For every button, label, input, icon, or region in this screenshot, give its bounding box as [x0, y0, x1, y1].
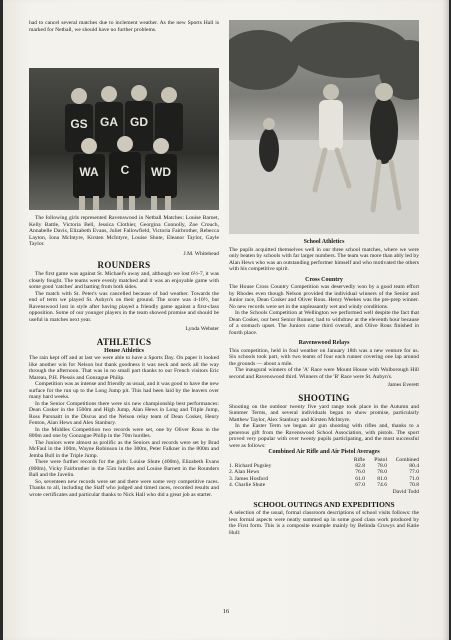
athletics-paragraph-3: In the Senior Competitions there were six new championship best performances: Dean Cosker in the 1500m and High Jump, Alan Hews in Long and Triple Jump, Ross Pursnaitt in the Discus and the Nelson relay team of Dean Cosker, Henry Fenton, Alan Hews and Alex Stanbury.: [29, 400, 219, 426]
results-cell: 3. James Hosford: [229, 475, 268, 482]
bib-gd: GD: [130, 115, 148, 129]
intro-paragraph: had to cancel several matches due to inclement weather. As the new Sports Hall is marked for Netball, we should have no further problems.: [29, 20, 219, 33]
athletics-heading: ATHLETICS: [96, 336, 152, 347]
left-column-lower: [29, 215, 219, 498]
results-cell: 78.0: [377, 462, 387, 469]
outings-paragraph: A selection of the usual, formal classroom descriptions of school visits follows: the less formal aspects were neatly summed up in some good class work produced by the First form. This is a composite example mainly by Belinda Cruwys and Katie Hull:: [229, 510, 419, 536]
results-cell: 80.4: [409, 462, 419, 469]
shooting-paragraph-2: In the Easter Term we began air gun shooting with rifles and, thanks to a generous gift from the Ravenswood School Association, with pistols. The sport proved very popular with over twenty pupils participating, and the most successful were as follows:: [229, 423, 419, 449]
results-cell: 77.0: [409, 469, 419, 476]
results-cell: 78.0: [377, 469, 387, 476]
results-header-cell: Pistol: [374, 456, 387, 463]
shooting-results-table: [229, 457, 419, 489]
cross-country-paragraph-1: The House Cross Country Competition was deservedly won by a good team effort by Rhodes even though Nelson provided the individual winners of the Senior and Junior race, Dean Cosker and Oliver Rous. Henry Weekes was the pre-prep winner. No new records were set in the unpleasantly wet and windy conditions.: [229, 284, 419, 310]
netball-team-photo: [29, 68, 219, 210]
shooting-paragraph-1: Shooting on the outdoor twenty five yard range took place in the Autumn and Summer Terms, and several individuals began to show promise, particularly Matthew Taylor, Alex Stanbury and Kirsten McIntyre.: [229, 403, 419, 423]
results-cell: 4. Charlie Shute: [229, 482, 266, 489]
athletics-paragraph-2: Competition was as intense and friendly as usual, and it was good to have the new surface for the run up to the Long Jump pit. This had been laid by the leavers over many hard weeks.: [29, 381, 219, 400]
athletics-paragraph-1: The rain kept off and at last we were able to have a Sports Day. On paper it looked like another win for Nelson but thank goodness it was neck and neck all the way through the afternoon. That was in no small part thanks to our French visitors Eric Mareau, P.H. Plessis and Gonzague Philip.: [29, 355, 219, 381]
document-page: [3, 0, 449, 640]
relays-paragraph-1: This competition, held in foul weather on January 18th was a new venture for us. Six schools took part, with two teams of four each runner covering one lap around the grounds — about a mile.: [229, 347, 419, 367]
results-cell: 81.0: [377, 475, 387, 482]
netball-caption: The following girls represented Ravenswood in Netball Matches: Louise Barnet, Kelly Battle, Victoria Bell, Jessica Clothier, Georgina Connolly, Zoe Crouch, Annabelle Davis, Elizabeth Evans, Juliet Fallowfield, Victoria Fairbrother, Rebecca Layton, Iona McIntyre, Kirsten McIntyre, Louise Shute, Eleanor Taylor, Gayle Taylor.: [29, 215, 219, 247]
athletics-paragraph-7: So, seventeen new records were set and there were some very competitive races. Thanks to all, including the Staff who judged and timed races, recorded results and wrote certificates and particular thanks to Nick Hall who did a great job as starter.: [29, 478, 219, 498]
results-cell: 76.0: [355, 469, 365, 476]
house-athletics-subheading: House Athletics: [104, 347, 144, 354]
results-header-cell: Rifle: [353, 456, 365, 463]
results-cell: 71.0: [409, 475, 419, 482]
results-cell: 67.0: [355, 482, 365, 489]
results-cell: 74.6: [377, 482, 387, 489]
left-column: [29, 20, 219, 33]
results-cell: 61.0: [355, 475, 365, 482]
athletics-paragraph-6: There were further records for the girls: Louise Shute (400m), Elizabeth Evans (800m), Vicky Fairbrother in the 55m hurdles and Louise Barnett in the Rounders Ball and the Javelin.: [29, 459, 219, 478]
bib-c: C: [120, 163, 130, 177]
rounders-signature: Lynda Webster: [185, 326, 219, 332]
bib-wa-front: WA: [79, 165, 99, 179]
relays-subheading: Ravenswood Relays: [298, 340, 350, 346]
relays-paragraph-2: The inaugural winners of the 'A' Race were Mount House with Wolborough Hill second and Ravenswood third. Winners of the 'B' Race were St. Aubyn's.: [229, 367, 419, 380]
athletics-paragraph-4: In the Middles Competition two records were set, one by Oliver Rous in the 800m and one by Gonzague Philip in the 70m hurdles.: [29, 426, 219, 439]
athletics-paragraph-5: The Juniors were almost as prolific as the Seniors and records were set by Brad McFaul in the 100m, Wayne Robinson in the 300m, Peter Falkner in the 800m and Jemba Bull in the Triple Jump.: [29, 439, 219, 459]
rounders-heading: ROUNDERS: [97, 260, 151, 270]
results-title: Combined Air Rifle and Air Pistol Averages: [268, 449, 380, 455]
school-athletics-subheading: School Athletics: [303, 239, 345, 245]
bib-wd: WD: [151, 165, 171, 179]
outings-heading: SCHOOL OUTINGS AND EXPEDITIONS: [253, 500, 395, 510]
cross-country-paragraph-2: In the Schools Competition at Wellington we performed well despite the fact that Dean Cosker, our best Senior Runner, had to withdraw at the eleventh hour because of a stomach upset. The Juniors came third overall, and Olive Rous finished in fourth place.: [229, 310, 419, 336]
cross-country-subheading: Cross Country: [305, 276, 343, 283]
rounders-paragraph-2: The match with St. Peter's was cancelled because of bad weather. Towards the end of term we played St. Aubyn's on their ground. The score was 4-10½, but Ravenswood lost in style after having played a friendly game against a first-class opposition. Some of our younger players in the team showed promise and should be useful in matches next year.: [29, 290, 219, 323]
results-cell: 1. Richard Pugsley: [229, 462, 272, 469]
rounders-paragraph-1: The first game was against St. Michael's away and, although we lost 6½-7, it was closely fought. The teams were evenly matched and it was an enjoyable game with some good 'catches' and batting from both sides.: [29, 271, 219, 290]
results-cell: 82.8: [355, 462, 365, 469]
results-header-cell: Combined: [395, 456, 419, 463]
shooting-signature: David Todd: [392, 488, 419, 495]
results-cell: 70.8: [409, 482, 419, 489]
relays-signature: James Everett: [387, 382, 419, 388]
bib-ga: GA: [100, 115, 118, 129]
right-column: [229, 239, 419, 536]
results-cell: 2. Alan Hews: [229, 469, 260, 476]
shooting-heading: SHOOTING: [298, 392, 350, 403]
netball-signature: J.M. Whitehead: [183, 250, 219, 257]
bib-gs: GS: [70, 117, 88, 131]
page-number: 16: [222, 608, 230, 615]
athletics-race-photo: [229, 20, 419, 234]
school-athletics-paragraph: The pupils acquitted themselves well in our three school matches, where we were only beaten by schools with far larger numbers. The team was more than ably led by Alan Hews who was an outstanding performer himself and who motivated the others with his competitive spirit.: [229, 246, 419, 272]
